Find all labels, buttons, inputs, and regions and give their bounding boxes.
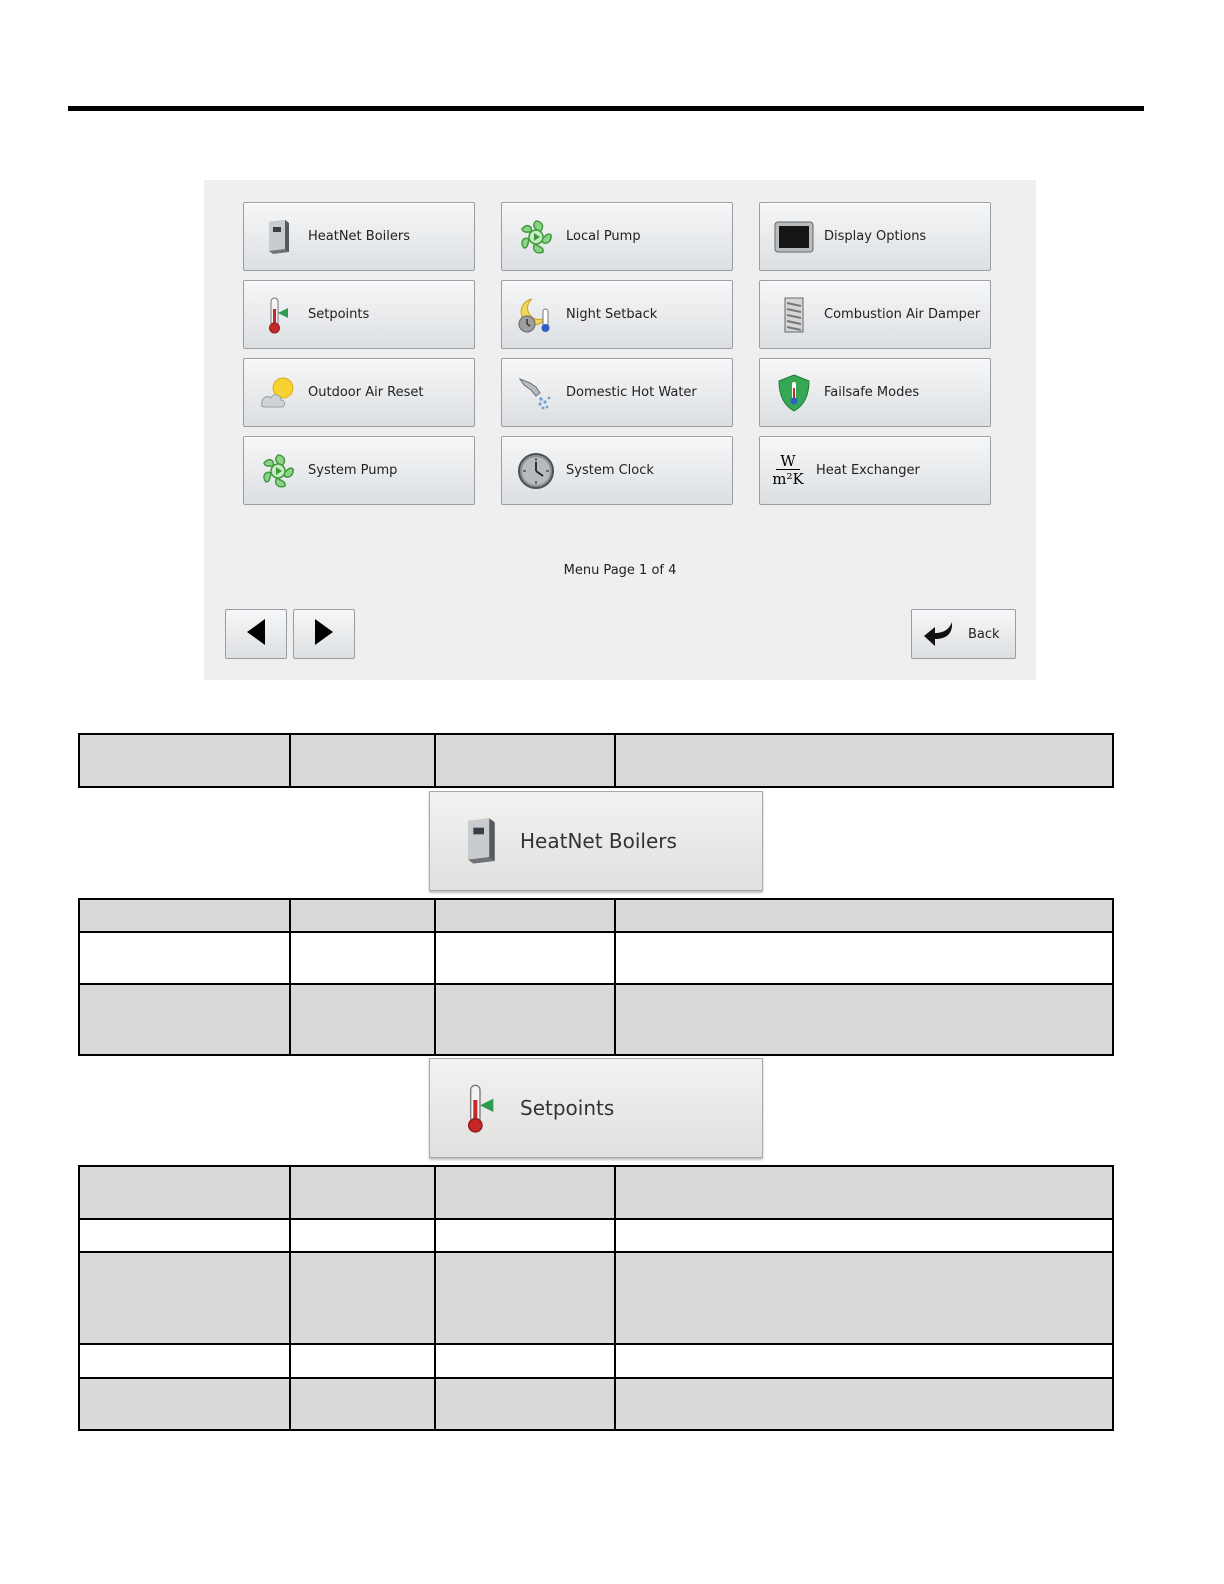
setpoints-large-button[interactable] <box>429 1058 763 1158</box>
menu-button-label: Failsafe Modes <box>824 385 920 400</box>
menu-button-label: Domestic Hot Water <box>566 385 697 400</box>
page-indicator: Menu Page 1 of 4 <box>563 563 677 578</box>
heat-exchanger-button[interactable] <box>759 436 991 505</box>
table-row <box>79 899 1113 932</box>
menu-button-label: System Clock <box>566 463 654 478</box>
large-button-label: HeatNet Boilers <box>520 829 677 853</box>
table-row <box>79 1252 1113 1344</box>
setpoints-button[interactable] <box>243 280 475 349</box>
table-row <box>79 1219 1113 1252</box>
local-pump-button[interactable] <box>501 202 733 271</box>
table-row <box>79 984 1113 1055</box>
back-arrow-icon <box>922 619 956 649</box>
shield-icon <box>774 373 814 413</box>
failsafe-modes-button[interactable] <box>759 358 991 427</box>
menu-screen <box>204 180 1036 680</box>
heatnet-boilers-button[interactable] <box>243 202 475 271</box>
unit-denominator: m²K <box>772 470 804 488</box>
table-row <box>79 1378 1113 1430</box>
menu-button-label: Outdoor Air Reset <box>308 385 424 400</box>
menu-button-label: Night Setback <box>566 307 658 322</box>
next-page-button[interactable] <box>293 609 355 659</box>
menu-button-label: Display Options <box>824 229 927 244</box>
night-setback-button[interactable] <box>501 280 733 349</box>
large-button-label: Setpoints <box>520 1096 615 1120</box>
boiler-icon <box>450 811 510 871</box>
menu-button-label: Combustion Air Damper <box>824 307 981 322</box>
thermometer-icon <box>258 295 298 335</box>
sun-cloud-icon <box>258 373 298 413</box>
outdoor-air-reset-button[interactable] <box>243 358 475 427</box>
unit-numerator: W <box>776 453 799 470</box>
heat-exchanger-icon <box>770 451 806 491</box>
table-row <box>79 932 1113 984</box>
boiler-icon <box>258 217 298 257</box>
table-row <box>79 734 1113 787</box>
table-header-1 <box>78 733 1114 788</box>
menu-button-label: HeatNet Boilers <box>308 229 411 244</box>
system-pump-button[interactable] <box>243 436 475 505</box>
thermometer-icon <box>450 1078 510 1138</box>
arrow-right-icon <box>313 618 335 650</box>
table-row <box>79 1344 1113 1378</box>
faucet-icon <box>516 373 556 413</box>
system-clock-button[interactable] <box>501 436 733 505</box>
pump-icon <box>516 217 556 257</box>
menu-button-label: Heat Exchanger <box>816 463 920 478</box>
back-button-label: Back <box>968 626 1000 642</box>
menu-button-label: System Pump <box>308 463 398 478</box>
damper-icon <box>774 295 814 335</box>
menu-button-label: Setpoints <box>308 307 370 322</box>
table-setpoints <box>78 1165 1114 1431</box>
table-row <box>79 1166 1113 1219</box>
domestic-hot-water-button[interactable] <box>501 358 733 427</box>
menu-button-label: Local Pump <box>566 229 641 244</box>
back-button[interactable] <box>911 609 1016 659</box>
previous-page-button[interactable] <box>225 609 287 659</box>
display-options-button[interactable] <box>759 202 991 271</box>
table-heatnet-boilers <box>78 898 1114 1056</box>
heatnet-boilers-large-button[interactable] <box>429 791 763 891</box>
night-setback-icon <box>516 295 556 335</box>
combustion-air-damper-button[interactable] <box>759 280 991 349</box>
arrow-left-icon <box>245 618 267 650</box>
pump-icon <box>258 451 298 491</box>
header-rule <box>68 106 1144 111</box>
display-icon <box>774 217 814 257</box>
clock-icon <box>516 451 556 491</box>
